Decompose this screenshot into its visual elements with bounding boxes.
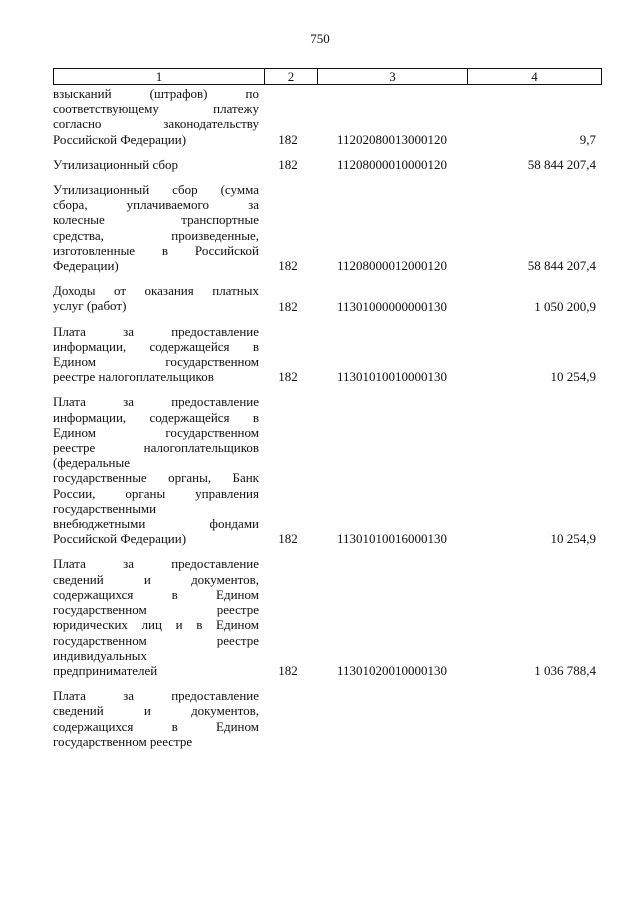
description-line: Едином государственном [53,354,259,370]
table-row [53,556,602,678]
row-classification-code: 11301000000000130 [336,298,448,314]
row-classification-code: 11301010016000130 [336,531,448,547]
description-line: взысканий (штрафов) по [53,86,259,101]
row-classification-code: 11202080013000120 [336,131,448,147]
row-admin-code: 182 [278,131,298,147]
row-description [53,283,259,313]
row-classification-code: 11301020010000130 [336,663,448,679]
row-amount: 1 050 200,9 [534,298,596,314]
description-line: содержащихся в Едином [53,586,259,602]
row-amount: 58 844 207,4 [527,258,596,274]
row-description [53,324,259,385]
description-line: содержащихся в Едином [53,718,259,734]
description-line: Плата за предоставление [53,688,259,704]
table-header [53,68,602,85]
row-description [53,182,259,273]
description-line: внебюджетными фондами [53,516,259,532]
description-line: юридических лиц и в Едином [53,617,259,633]
description-line: сведений и документов, [53,571,259,587]
table-row [53,283,602,313]
description-line: государственными [53,500,157,516]
page-number: 750 [310,31,330,46]
description-line: предпринимателей [53,662,158,678]
table-row [53,182,602,273]
description-line: Российской Федерации) [53,531,187,547]
description-line: реестре налогоплательщиков [53,369,214,385]
description-line: средства, произведенные, [53,227,259,243]
column-header-4: 4 [531,69,538,84]
row-amount: 58 844 207,4 [527,157,596,173]
description-line: изготовленные в Российской [53,242,259,258]
row-amount: 9,7 [579,131,596,147]
row-classification-code: 11208000010000120 [336,157,448,173]
row-description [53,394,259,546]
description-line: Плата за предоставление [53,323,259,339]
row-admin-code: 182 [278,298,298,314]
description-line: Плата за предоставление [53,394,259,410]
description-line: Федерации) [53,258,119,274]
row-amount: 10 254,9 [550,369,596,385]
description-line: сведений и документов, [53,703,259,719]
description-line: Плата за предоставление [53,556,259,572]
description-line: Утилизационный сбор (сумма [53,182,259,198]
row-admin-code: 182 [278,157,298,173]
description-line: государственные органы, Банк [53,470,259,486]
row-admin-code: 182 [278,369,298,385]
row-amount: 10 254,9 [550,531,596,547]
column-header-3: 3 [318,69,468,84]
row-amount: 1 036 788,4 [534,663,596,679]
description-line: реестре налогоплательщиков [53,440,259,456]
description-line: (федеральные [53,455,130,471]
description-line: Едином государственном [53,424,259,440]
description-line: государственном реестре [53,733,193,749]
row-admin-code: 182 [278,258,298,274]
table-row [53,157,602,172]
description-line: согласно законодательству [53,116,259,132]
row-description [53,86,259,147]
column-header-1: 1 [54,69,265,84]
description-line: соответствующему платежу [53,101,259,117]
description-line: государственном реестре [53,632,259,648]
description-line: индивидуальных [53,647,148,663]
row-description [53,688,259,749]
description-line: России, органы управления [53,485,259,501]
description-line: услуг (работ) [53,298,127,314]
table-row [53,324,602,385]
row-admin-code: 182 [278,531,298,547]
description-line: информации, содержащейся в [53,338,259,354]
description-line: Утилизационный сбор [53,156,179,172]
row-classification-code: 11301010010000130 [336,369,448,385]
table-row [53,394,602,546]
row-description [53,157,259,172]
description-line: колесные транспортные [53,212,259,228]
row-admin-code: 182 [278,663,298,679]
description-line: Доходы от оказания платных [53,283,259,299]
description-line: Российской Федерации) [53,131,187,147]
table-body [53,86,602,759]
row-classification-code: 11208000012000120 [336,258,448,274]
description-line: информации, содержащейся в [53,409,259,425]
table-row [53,688,602,749]
table-row [53,86,602,147]
row-description [53,556,259,678]
description-line: государственном реестре [53,602,259,618]
description-line: сбора, уплачиваемого за [53,197,259,213]
column-header-2: 2 [265,69,318,84]
